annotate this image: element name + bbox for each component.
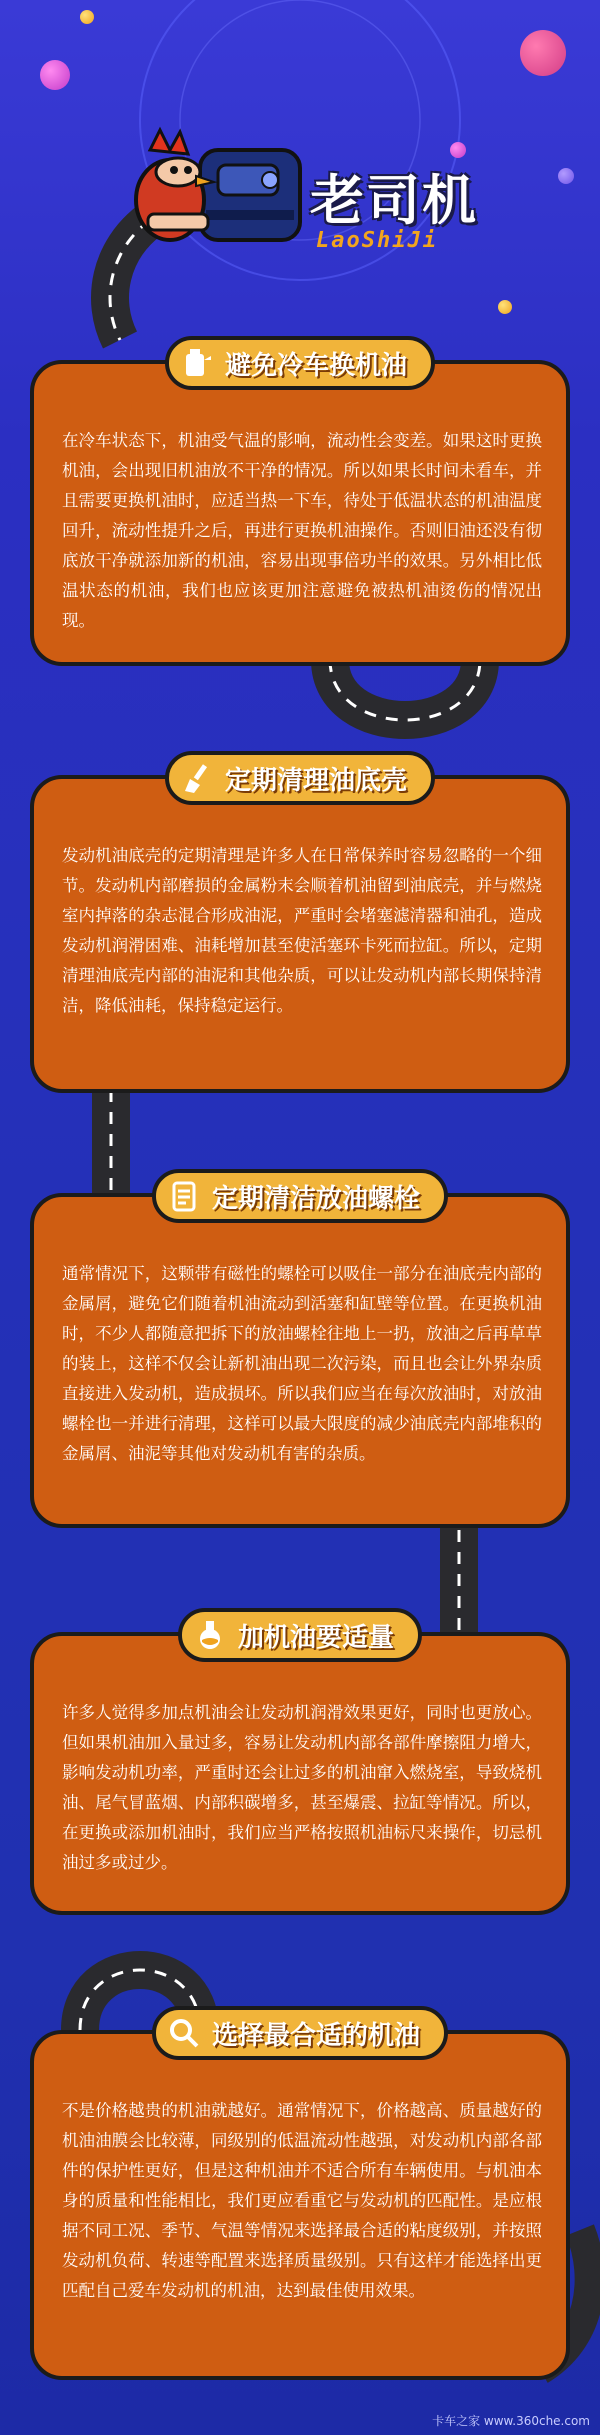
logo-title: 老司机 [310, 169, 478, 232]
section-title: 避免冷车换机油 [224, 350, 408, 381]
flask-icon [190, 1615, 230, 1655]
decor-bubble [520, 30, 566, 76]
section-card [30, 765, 570, 1093]
section-body: 在冷车状态下，机油受气温的影响，流动性会变差。如果这时更换机油，会出现旧机油放不干净的情况。所以如果长时间未看车，并且需要更换机油时，应适当热一下车，待处于低温状态的机油温度回升，流动性提升之后，再进行更换机油操作。否则旧油还没有彻底放干净就添加新的机油，容易出现事倍功半的效果。另外相比低温状态的机油，我们也应该更加注意避免被热机油烫伤的情况出现。 [62, 431, 542, 630]
section-title-pill [178, 1608, 422, 1662]
section-body: 发动机油底壳的定期清理是许多人在日常保养时容易忽略的一个细节。发动机内部磨损的金属粉末会顺着机油留到油底壳，并与燃烧室内掉落的杂志混合形成油泥，严重时会堵塞滤清器和油孔，造成发动机润滑困难、油耗增加甚至使活塞环卡死而拉缸。所以，定期清理油底壳内部的油泥和其他杂质，可以让发动机内部长期保持清洁，降低油耗，保持稳定运行。 [62, 846, 542, 1015]
section-body: 通常情况下，这颗带有磁性的螺栓可以吸住一部分在油底壳内部的金属屑，避免它们随着机油流动到活塞和缸壁等位置。在更换机油时，不少人都随意把拆下的放油螺栓往地上一扔，放油之后再草草的装上，这样不仅会让新机油出现二次污染，而且也会让外界杂质直接进入发动机，造成损坏。所以我们应当在每次放油时，对放油螺栓也一并进行清理，这样可以最大限度的减少油底壳内部堆积的金属屑、油泥等其他对发动机有害的杂质。 [62, 1264, 542, 1463]
section-title: 选择最合适的机油 [211, 2020, 421, 2051]
decor-bubble [498, 300, 512, 314]
section-title: 定期清理油底壳 [224, 765, 408, 796]
section-title-pill [165, 336, 435, 390]
section-title: 定期清洁放油螺栓 [211, 1183, 421, 1214]
section-title-pill [165, 751, 435, 805]
section-title-pill [152, 1169, 448, 1223]
rooster-mascot-icon [130, 110, 310, 260]
section-title: 加机油要适量 [237, 1622, 395, 1653]
section-card [30, 1622, 570, 1915]
section-body: 许多人觉得多加点机油会让发动机润滑效果更好，同时也更放心。但如果机油加入量过多，容易让发动机内部各部件摩擦阻力增大，影响发动机功率，严重时还会让过多的机油窜入燃烧室，导致烧机油、尾气冒蓝烟、内部积碳增多，甚至爆震、拉缸等情况。所以，在更换或添加机油时，我们应当严格按照机油标尺来操作，切忌机油过多或过少。 [62, 1703, 542, 1872]
section-card [30, 1183, 570, 1528]
section-card [30, 350, 570, 666]
watermark: 卡车之家 www.360che.com [432, 2414, 590, 2428]
oil-can-icon [177, 343, 217, 383]
brush-icon [177, 758, 217, 798]
logo-header [130, 110, 490, 260]
logo-subtitle: LaoShiJi [316, 228, 438, 253]
magnifier-icon [164, 2013, 204, 2053]
decor-bubble [558, 168, 574, 184]
section-body: 不是价格越贵的机油就越好。通常情况下，价格越高、质量越好的机油油膜会比较薄，同级别的低温流动性越强，对发动机内部各部件的保护性更好，但是这种机油并不适合所有车辆使用。与机油本身的质量和性能相比，我们更应看重它与发动机的匹配性。是应根据不同工况、季节、气温等情况来选择最合适的粘度级别，并按照发动机负荷、转速等配置来选择质量级别。只有这样才能选择出更匹配自己爱车发动机的机油，达到最佳使用效果。 [62, 2101, 542, 2300]
decor-bubble [40, 60, 70, 90]
decor-bubble [80, 10, 94, 24]
checklist-icon [164, 1176, 204, 1216]
section-title-pill [152, 2006, 448, 2060]
section-card [30, 2020, 570, 2380]
